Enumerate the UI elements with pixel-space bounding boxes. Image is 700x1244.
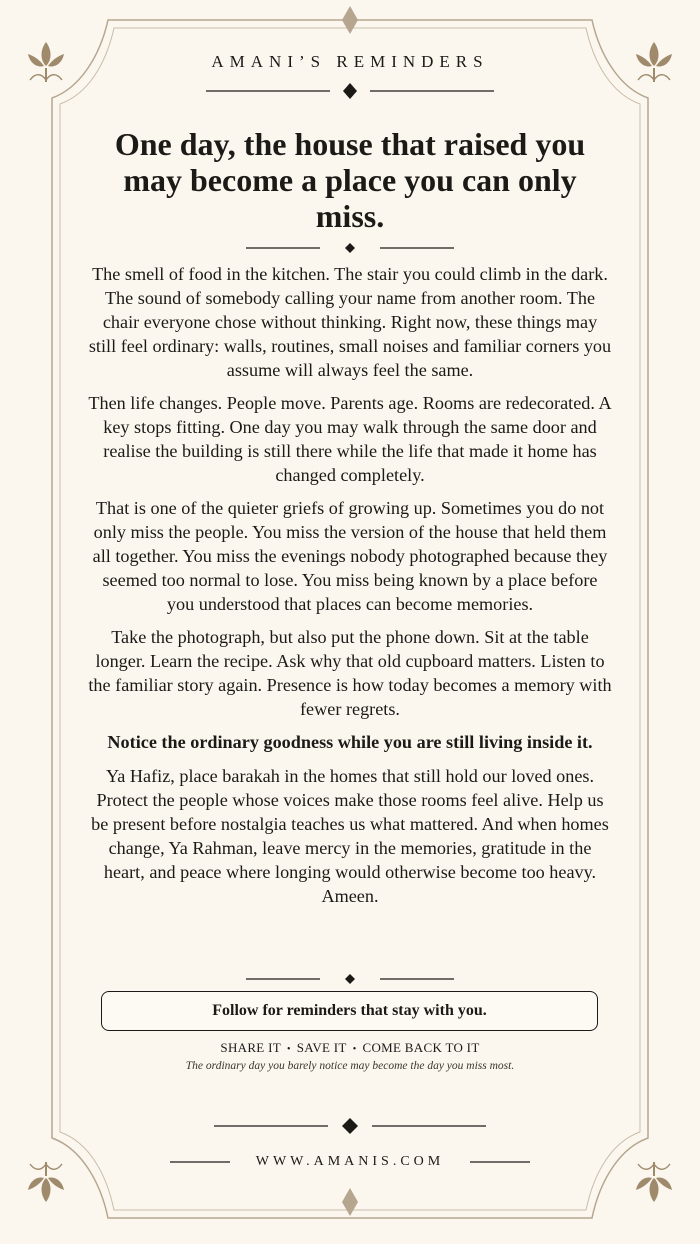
action-row [0, 1040, 700, 1056]
follow-button[interactable]: Follow for reminders that stay with you. [101, 991, 598, 1031]
paragraph: Take the photograph, but also put the phone down. Sit at the table longer. Learn the recipe. Ask why that old cupboard matters. Listen to the familiar story again. Presence is how today becomes a memory with fewer regrets. [88, 627, 612, 719]
paragraph: That is one of the quieter griefs of growing up. Sometimes you do not only miss the people. You miss the version of the house that held them all together. You miss the evenings nobody photographed because they seemed too normal to lose. You miss being known by a place before you understood that places can become memories. [92, 498, 608, 614]
share-link[interactable]: SHARE IT [220, 1040, 281, 1055]
separator-dot: • [352, 1044, 357, 1055]
save-link[interactable]: SAVE IT [296, 1040, 347, 1055]
tagline: The ordinary day you barely notice may become the day you miss most. [185, 1060, 515, 1072]
brand-title: AMANI’S REMINDERS [211, 52, 489, 71]
emphasis-line: Notice the ordinary goodness while you are still living inside it. [107, 732, 593, 752]
body-text [88, 262, 612, 917]
headline: One day, the house that raised you may become a place you can only miss. [114, 126, 586, 234]
paragraph: The smell of food in the kitchen. The stair you could climb in the dark. The sound of somebody calling your name from another room. The chair everyone chose without thinking. Right now, these things may still feel ordinary: walls, routines, small noises and familiar corners you assume will always feel the same. [88, 264, 612, 380]
dua-paragraph: Ya Hafiz, place barakah in the homes that still hold our loved ones. Protect the people whose voices make those rooms feel alive. Help us be present before nostalgia teaches us what mattered. And when homes change, Ya Rahman, leave mercy in the memories, gratitude in the heart, and peace where longing would otherwise become too heavy. Ameen. [91, 766, 609, 906]
paragraph: Then life changes. People move. Parents age. Rooms are redecorated. A key stops fitting. One day you may walk through the same door and realise the building is still there while the life that made it home has changed completely. [88, 393, 612, 485]
come-back-link[interactable]: COME BACK TO IT [362, 1040, 480, 1055]
website-link[interactable]: WWW.AMANIS.COM [255, 1154, 445, 1169]
separator-dot: • [286, 1044, 291, 1055]
